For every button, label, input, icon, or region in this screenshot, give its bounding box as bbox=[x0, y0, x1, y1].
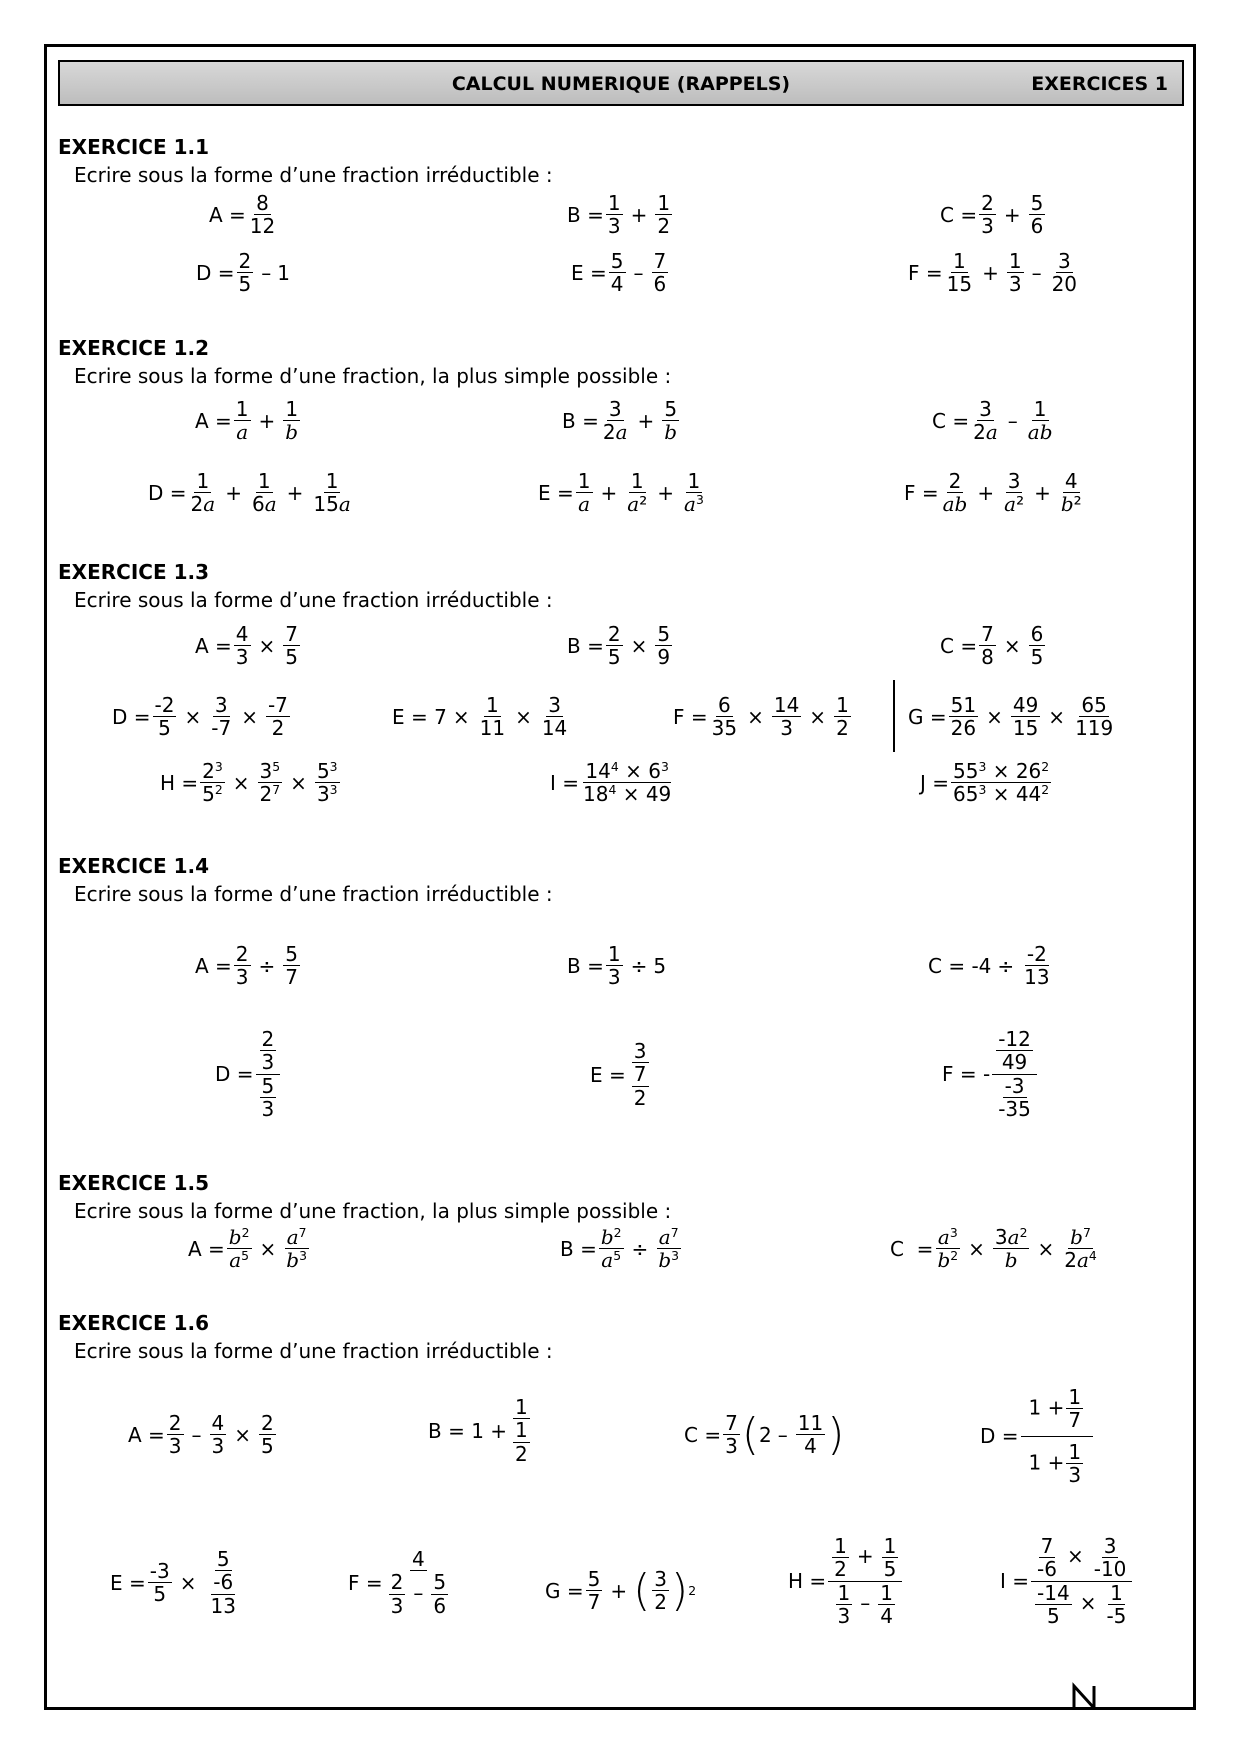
exercise-instruction: Ecrire sous la forme d’une fraction irréductible : bbox=[74, 588, 553, 612]
expression: D = $\frac{1}{2a}$ + $\frac{1}{6a}$ + $\frac{1}{15a}$ bbox=[148, 469, 351, 517]
expression: B = $\frac{2}{5}$ × $\frac{5}{9}$ bbox=[567, 622, 671, 670]
expression: F = 4 $\frac{2}{3}$ – $\frac{5}{6}$ bbox=[348, 1547, 447, 1618]
expression: B = $\frac{b^2}{a^5}$ ÷ $\frac{a^7}{b^3}$ bbox=[560, 1225, 680, 1273]
header-bar bbox=[58, 60, 1184, 106]
separator-line bbox=[893, 680, 895, 752]
expression: A = $\frac{2}{3}$ – $\frac{4}{3}$ × $\frac{2}{5}$ bbox=[128, 1411, 274, 1459]
expression: E = 7 × $\frac{1}{11}$ × $\frac{3}{14}$ bbox=[392, 693, 568, 741]
page-title: CALCUL NUMERIQUE (RAPPELS) bbox=[451, 73, 791, 95]
expression: A = $\frac{2}{3}$ ÷ $\frac{5}{7}$ bbox=[195, 942, 299, 990]
expression: I = $\frac{14^4 \times 6^3}{18^4 \times 49}$ bbox=[550, 759, 672, 807]
expression: D = $\frac{\frac{2}{3}}{\frac{5}{3}}$ bbox=[215, 1028, 282, 1121]
expression: C = $\frac{3}{2a}$ – $\frac{1}{ab}$ bbox=[932, 397, 1053, 445]
expression: G = $\frac{51}{26}$ × $\frac{49}{15}$ × $\frac{65}{119}$ bbox=[908, 693, 1114, 741]
expression: A = $\frac{4}{3}$ × $\frac{7}{5}$ bbox=[195, 622, 299, 670]
exercise-instruction: Ecrire sous la forme d’une fraction, la plus simple possible : bbox=[74, 1199, 672, 1223]
expression: D = 1 + $\frac{1}{7}$ 1 + $\frac{1}{3}$ bbox=[980, 1386, 1095, 1487]
expression: H = $\frac{1}{2}$ + $\frac{1}{5}$ $\frac{1}{3}$ – $\frac{1}{4}$ bbox=[788, 1535, 904, 1628]
expression: E = $\frac{3}{\frac{7}{2}}$ bbox=[590, 1039, 647, 1110]
exercise-title: EXERCICE 1.2 bbox=[58, 336, 209, 360]
expression: F = $\frac{2}{ab}$ + $\frac{3}{\text{a²}}$ + $\frac{4}{\text{b²}}$ bbox=[904, 469, 1082, 517]
exercise-instruction: Ecrire sous la forme d’une fraction irréductible : bbox=[74, 163, 553, 187]
exercise-title: EXERCICE 1.1 bbox=[58, 135, 209, 159]
expression: E = $\frac{5}{4}$ – $\frac{7}{6}$ bbox=[571, 249, 667, 297]
exercise-title: EXERCICE 1.4 bbox=[58, 854, 209, 878]
expression: H = $\frac{2^3}{5^2}$ × $\frac{3^5}{2^7}$ × $\frac{5^3}{3^3}$ bbox=[160, 759, 338, 807]
expression: D = $\frac{2}{5}$ – 1 bbox=[196, 249, 290, 297]
expression: B = 1 + $\frac{1}{\frac{1}{2}}$ bbox=[428, 1395, 528, 1466]
page-corner-mark bbox=[1070, 1680, 1110, 1710]
expression: C = $\frac{2}{3}$ + $\frac{5}{6}$ bbox=[940, 191, 1044, 239]
expression: D = $\frac{-2}{5}$ × $\frac{3}{-7}$ × $\frac{-7}{2}$ bbox=[112, 693, 288, 741]
expression: C = $\frac{a^3}{b^2}$ × $\frac{3a^2}{b}$ × $\frac{b^7}{2a^4}$ bbox=[890, 1225, 1097, 1273]
exercise-title: EXERCICE 1.6 bbox=[58, 1311, 209, 1335]
exercise-instruction: Ecrire sous la forme d’une fraction irréductible : bbox=[74, 1339, 553, 1363]
expression: G = $\frac{5}{7}$ + ( $\frac{3}{2}$ ) 2 bbox=[545, 1564, 697, 1616]
exercise-instruction: Ecrire sous la forme d’une fraction, la plus simple possible : bbox=[74, 364, 672, 388]
expression: F = $\frac{6}{35}$ × $\frac{14}{3}$ × $\frac{1}{2}$ bbox=[673, 693, 849, 741]
expression: E = $\frac{-3}{5}$ × $\frac{5}{\frac{-6}{13}}$ bbox=[110, 1547, 236, 1618]
expression: A = $\frac{1}{a}$ + $\frac{1}{b}$ bbox=[195, 397, 299, 445]
expression: I = $\frac{7}{-6}$ × $\frac{3}{-10}$ $\frac{-14}{5}$ × $\frac{1}{-5}$ bbox=[1000, 1535, 1134, 1628]
expression: C = -4 ÷ $\frac{-2}{13}$ bbox=[928, 942, 1050, 990]
expression: A = $\frac{b^2}{a^5}$ × $\frac{a^7}{b^3}$ bbox=[188, 1225, 307, 1273]
expression: A = $\frac{8}{12}$ bbox=[209, 191, 276, 239]
expression: B = $\frac{1}{3}$ + $\frac{1}{2}$ bbox=[567, 191, 671, 239]
expression: F = $\frac{1}{15}$ + $\frac{1}{3}$ – $\frac{3}{20}$ bbox=[908, 249, 1078, 297]
exercise-title: EXERCICE 1.5 bbox=[58, 1171, 209, 1195]
corner-mark-path bbox=[1074, 1686, 1094, 1708]
expression: B = $\frac{1}{3}$ ÷ 5 bbox=[567, 942, 667, 990]
expression: C = $\frac{7}{8}$ × $\frac{6}{5}$ bbox=[940, 622, 1044, 670]
page-series: EXERCICES 1 bbox=[1031, 73, 1168, 95]
expression: E = $\frac{1}{a}$ + $\frac{1}{\text{a²}}$ + $\frac{1}{a^3}$ bbox=[538, 469, 704, 517]
expression: J = $\frac{55^3 \times 26^2}{65^3 \times 44^2}$ bbox=[920, 759, 1050, 807]
exercise-title: EXERCICE 1.3 bbox=[58, 560, 209, 584]
expression: B = $\frac{3}{2a}$ + $\frac{5}{b}$ bbox=[562, 397, 678, 445]
expression: F = - $\frac{\frac{-12}{49}}{\frac{-3}{-35}}$ bbox=[942, 1028, 1039, 1121]
expression: C = $\frac{7}{3}$ ( 2 – $\frac{11}{4}$ ) bbox=[684, 1408, 845, 1460]
exercise-instruction: Ecrire sous la forme d’une fraction irréductible : bbox=[74, 882, 553, 906]
